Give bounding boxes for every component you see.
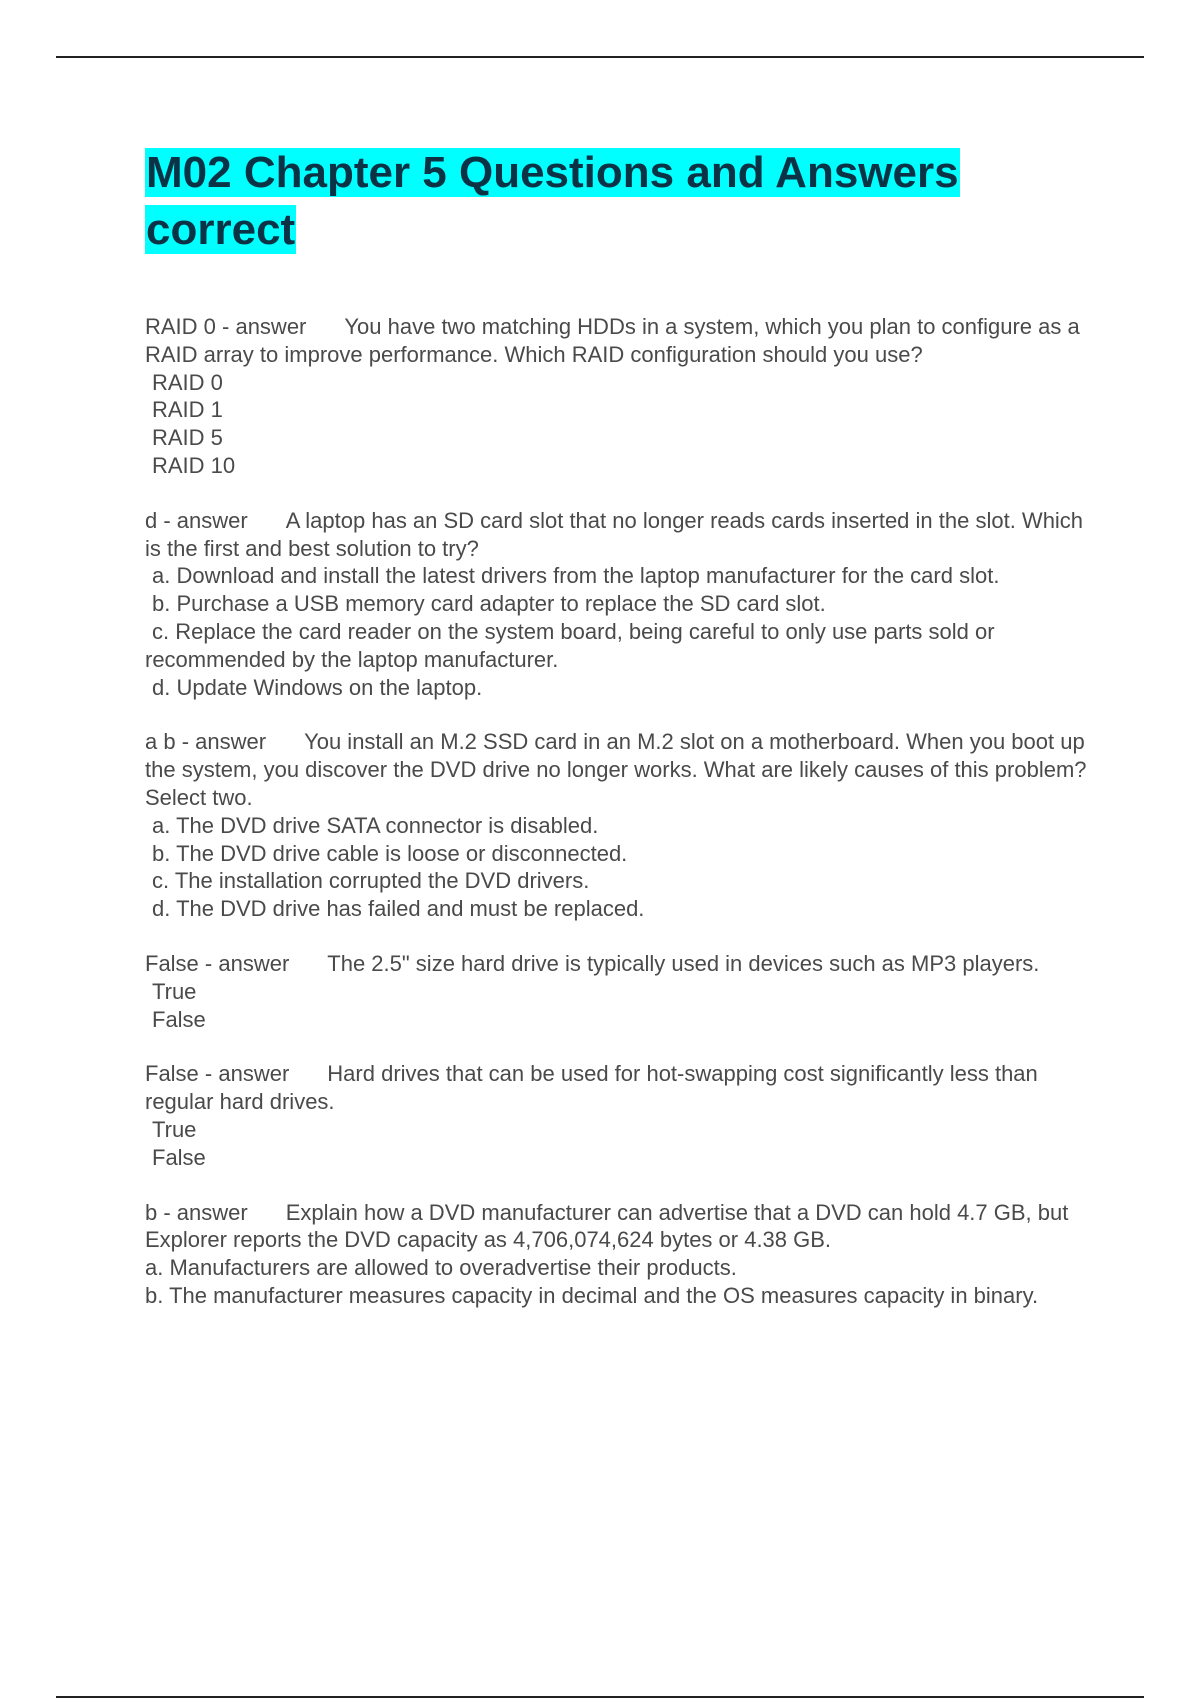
- option: a. The DVD drive SATA connector is disabled.: [152, 812, 599, 838]
- option: b. Purchase a USB memory card adapter to replace the SD card slot.: [152, 591, 826, 617]
- answer-label: d - answer: [145, 507, 248, 533]
- option: True: [152, 1116, 197, 1142]
- option: False: [152, 1144, 206, 1170]
- option: False: [152, 1006, 206, 1032]
- option: d. The DVD drive has failed and must be replaced.: [152, 896, 645, 922]
- option: b. The DVD drive cable is loose or disconnected.: [152, 840, 628, 866]
- question-line: [145, 1060, 1095, 1116]
- document-title: [145, 144, 1045, 258]
- question-text: The 2.5" size hard drive is typically used in devices such as MP3 players.: [327, 950, 1040, 976]
- qa-item: [145, 507, 1095, 702]
- option: RAID 5: [152, 425, 223, 451]
- question-line: [145, 313, 1095, 369]
- question-text: Hard drives that can be used for hot-swapping cost significantly less than regular hard drives.: [145, 1061, 1038, 1115]
- answer-label: RAID 0 - answer: [145, 314, 307, 339]
- qa-item: [145, 1199, 1095, 1310]
- document-body: [145, 313, 1095, 1310]
- question-line: [145, 1199, 1095, 1255]
- qa-item: [145, 1060, 1095, 1171]
- footer-rule: [56, 1696, 1144, 1698]
- answer-label: False - answer: [145, 950, 290, 976]
- option: True: [152, 978, 197, 1004]
- option: c. The installation corrupted the DVD drivers.: [152, 868, 590, 894]
- option: c. Replace the card reader on the system board, being careful to only use parts sold or recommended by the laptop manufacturer.: [145, 618, 995, 672]
- question-text: You install an M.2 SSD card in an M.2 slot on a motherboard. When you boot up the system, you discover the DVD drive no longer works. What are likely causes of this problem? Select two.: [145, 729, 1087, 810]
- answer-label: a b - answer: [145, 729, 267, 755]
- option: RAID 10: [152, 452, 236, 478]
- answer-paragraph: b. The manufacturer measures capacity in decimal and the OS measures capacity in binary.: [145, 1282, 1039, 1308]
- question-line: [145, 728, 1095, 811]
- question-line: [145, 507, 1095, 563]
- option: a. Download and install the latest drivers from the laptop manufacturer for the card slot.: [152, 563, 1000, 589]
- option: d. Update Windows on the laptop.: [152, 674, 483, 700]
- qa-item: [145, 728, 1095, 923]
- header-rule: [56, 56, 1144, 58]
- qa-item: [145, 950, 1095, 1033]
- question-line: [145, 950, 1095, 978]
- question-text: You have two matching HDDs in a system, which you plan to configure as a RAID array to improve performance. Which RAID configuration should you use?: [145, 314, 1080, 367]
- qa-item: [145, 313, 1095, 480]
- answer-paragraph: a. Manufacturers are allowed to overadvertise their products.: [145, 1255, 737, 1281]
- title-highlight: M02 Chapter 5 Questions and Answers correct: [146, 148, 959, 254]
- answer-label: False - answer: [145, 1061, 290, 1087]
- question-text: Explain how a DVD manufacturer can advertise that a DVD can hold 4.7 GB, but Explorer reports the DVD capacity as 4,706,074,624 bytes or 4.38 GB.: [145, 1199, 1069, 1253]
- option: RAID 0: [152, 369, 223, 395]
- question-text: A laptop has an SD card slot that no longer reads cards inserted in the slot. Which is the first and best solution to try?: [145, 507, 1084, 561]
- option: RAID 1: [152, 397, 223, 423]
- answer-label: b - answer: [145, 1199, 248, 1225]
